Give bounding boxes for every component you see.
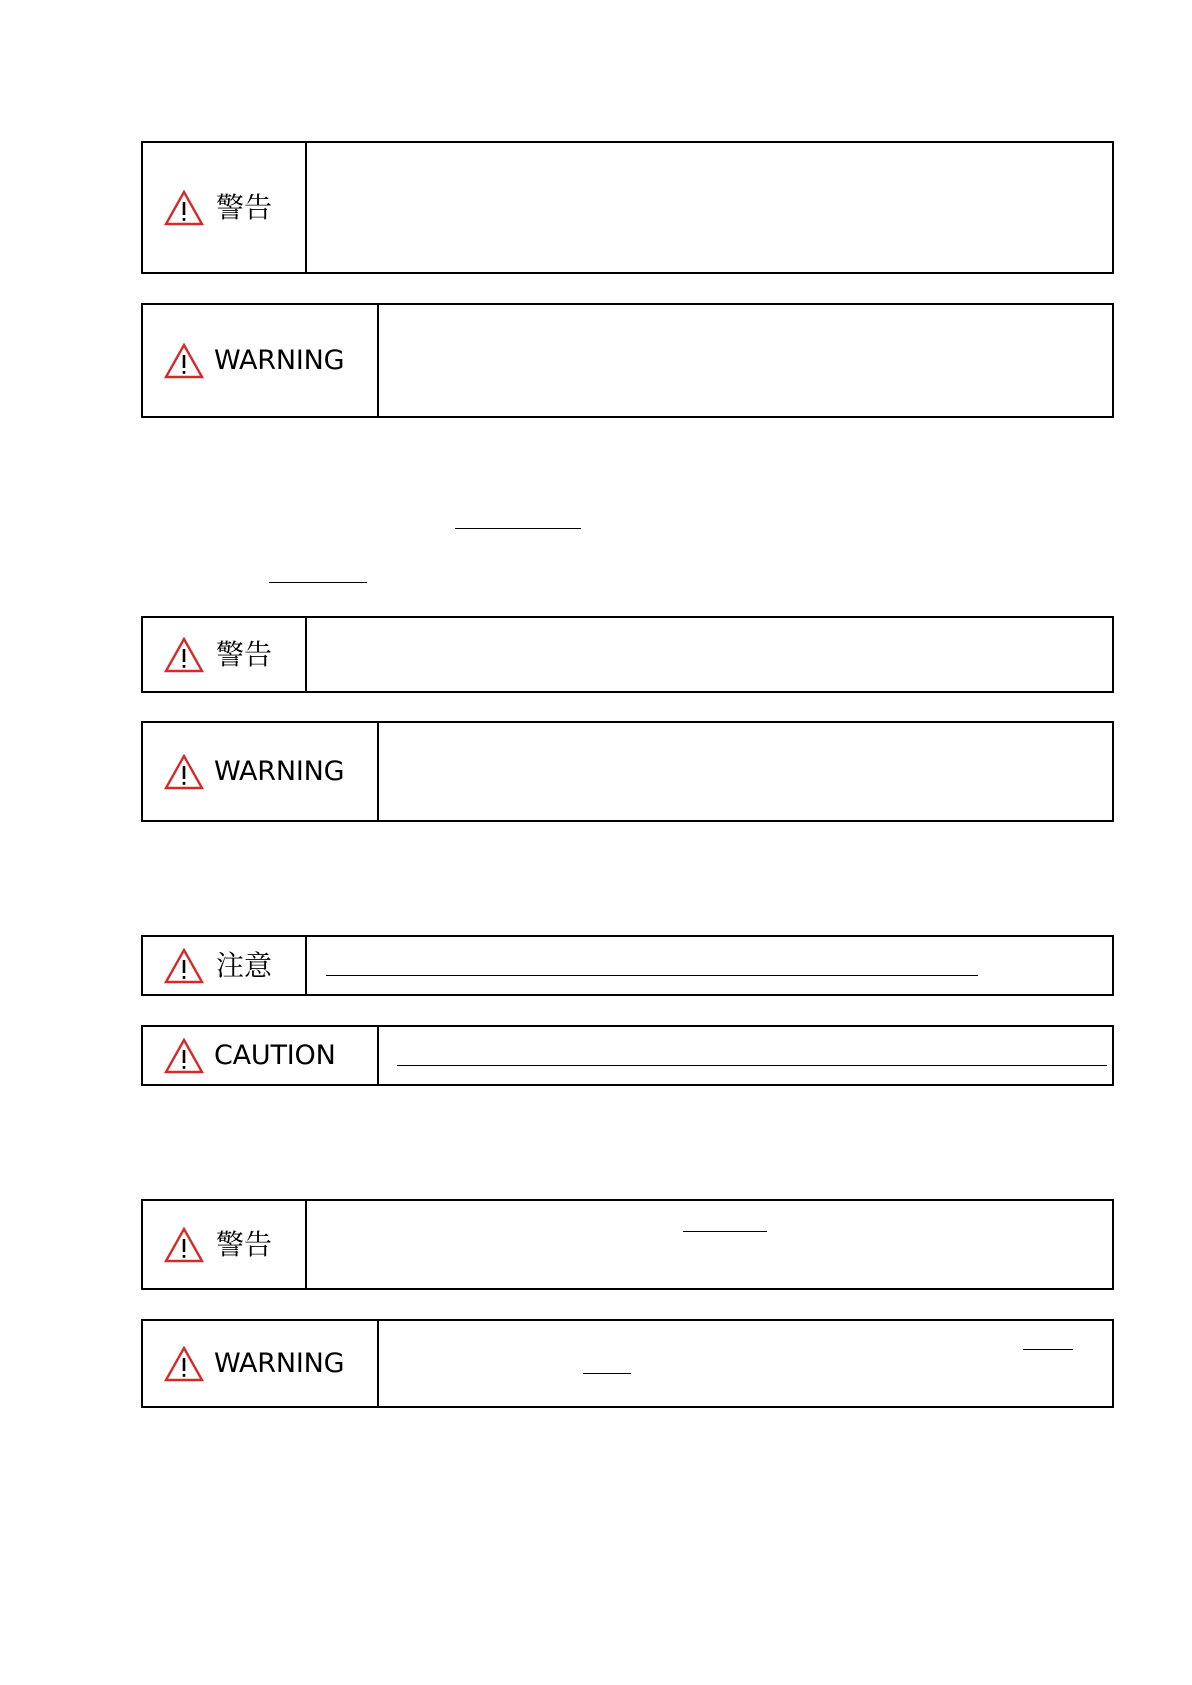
warning-triangle-icon	[164, 948, 204, 984]
notice-label-text: CAUTION	[214, 1040, 336, 1071]
notice-label-text: 警告	[216, 190, 273, 224]
notice-label-cell	[143, 1321, 379, 1406]
notice-content	[379, 1027, 1112, 1084]
notice-content	[379, 1321, 1112, 1406]
warning-triangle-icon	[164, 754, 204, 790]
notice-label-text: WARNING	[214, 345, 345, 376]
notice-content	[307, 618, 1112, 691]
notice-label-cell	[143, 1027, 379, 1084]
warning-triangle-icon	[164, 190, 204, 226]
notice-label-cell	[143, 305, 379, 416]
notice-label-cell	[143, 937, 307, 994]
notice-box-caution-jp	[141, 935, 1114, 996]
notice-label-cell	[143, 723, 379, 820]
text-underline	[583, 1373, 631, 1374]
text-underline	[455, 528, 581, 529]
text-underline	[1023, 1349, 1073, 1350]
notice-box-warning-jp-3	[141, 1199, 1114, 1290]
notice-label-text: WARNING	[214, 1348, 345, 1379]
notice-label-cell	[143, 1201, 307, 1288]
notice-box-warning-en-1	[141, 303, 1114, 418]
notice-label-text: 警告	[216, 637, 273, 671]
notice-content	[307, 143, 1112, 272]
notice-label-cell	[143, 143, 307, 272]
warning-triangle-icon	[164, 1227, 204, 1263]
notice-box-warning-jp-2	[141, 616, 1114, 693]
notice-box-warning-jp-1	[141, 141, 1114, 274]
warning-triangle-icon	[164, 1038, 204, 1074]
text-underline	[397, 1065, 1107, 1066]
notice-label-text: 警告	[216, 1227, 273, 1261]
text-underline	[269, 582, 367, 583]
notice-box-caution-en	[141, 1025, 1114, 1086]
warning-triangle-icon	[164, 637, 204, 673]
notice-label-text: WARNING	[214, 756, 345, 787]
notice-label-text: 注意	[216, 948, 273, 982]
warning-triangle-icon	[164, 343, 204, 379]
notice-box-warning-en-3	[141, 1319, 1114, 1408]
text-underline	[683, 1231, 767, 1232]
warning-triangle-icon	[164, 1346, 204, 1382]
text-underline	[326, 975, 978, 976]
notice-content	[379, 723, 1112, 820]
notice-content	[379, 305, 1112, 416]
notice-box-warning-en-2	[141, 721, 1114, 822]
notice-content	[307, 937, 1112, 994]
notice-content	[307, 1201, 1112, 1288]
notice-label-cell	[143, 618, 307, 691]
